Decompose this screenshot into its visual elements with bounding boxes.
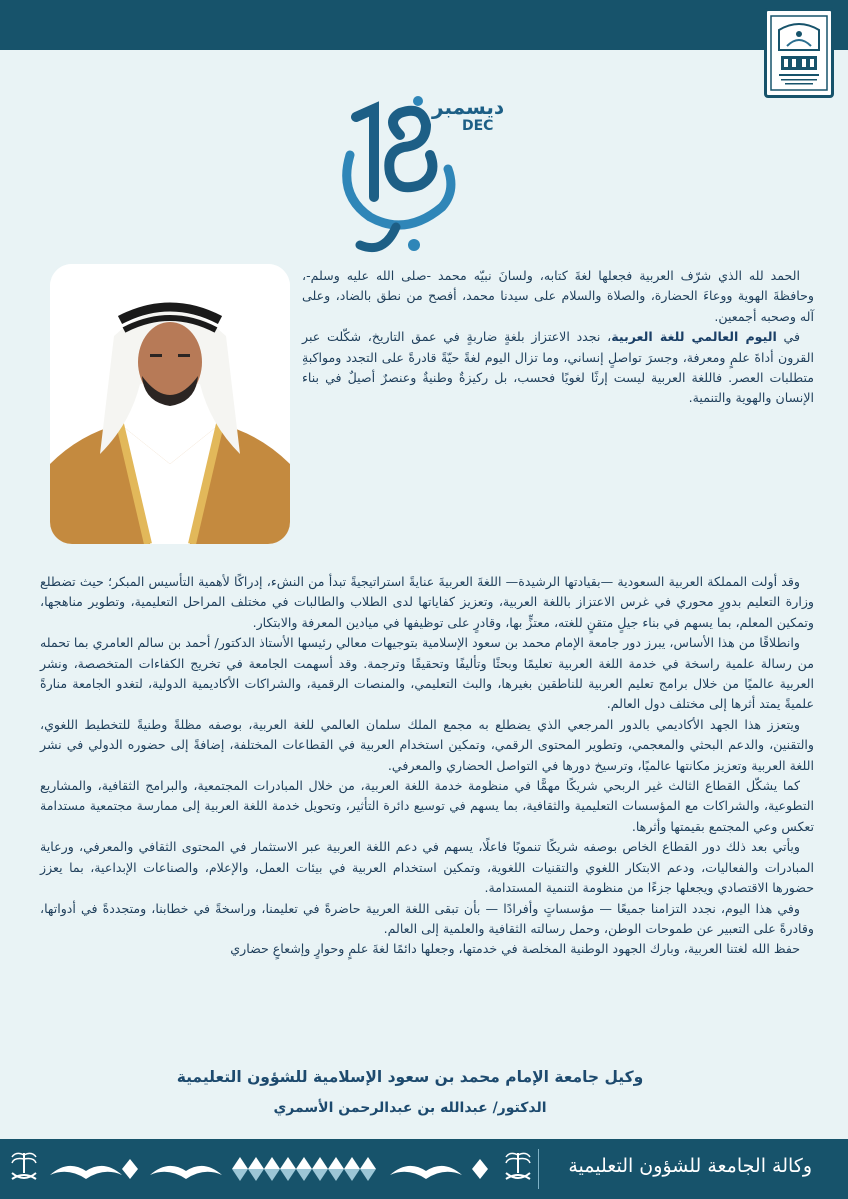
signature-block [40,1068,780,1116]
intro-paragraph-2-prefix: في [776,329,801,345]
footer-ornament-pattern [0,1139,560,1199]
body-paragraph-9: حفظ الله لغتنا العربية، وبارك الجهود الوطنية المخلصة في خدمتها، وجعلها دائمًا لغةَ علمٍ وحوارٍ وإشعاعٍ حضاري [230,941,800,957]
footer-agency-title: وكالة الجامعة للشؤون التعليمية [568,1155,812,1177]
intro-paragraph-2 [302,327,814,409]
signatory-title: وكيل جامعة الإمام محمد بن سعود الإسلامية للشؤون التعليمية [176,1068,644,1086]
body-paragraph-3: وقد أولت المملكة العربية السعودية —بقيادتها الرشيدة— اللغةَ العربيةَ عنايةً استراتيجيةً تبدأ من النشء، إدراكًا لأهمية التأسيس المبكر؛ حيث تضطلع وزارة التعليم بدورٍ محوري في غرس الاعتزاز باللغة العربية، وتعزيز كفاياتها لدى الطلاب والطالبات في مختلف المراحل التعليمية، وتطوير مناهجها، وتمكين المعلم، بما يسهم في بناء جيلٍ متقنٍ للغته، معتزٍّ بها، وقادرٍ على توظيفها في ميادين المعرفة والابتكار. [40,574,814,630]
university-logo [764,8,834,98]
person-portrait-icon [50,264,290,544]
chevron-pattern-icon [232,1157,376,1181]
intro-paragraph-2-rest: ، نجدد الاعتزاز بلغةٍ ضاربةٍ في عمق التاريخ، شكّلت عبر القرون أداةَ علمٍ ومعرفة، وجسرَ تواصلٍ إنساني، وما تزال اليوم لغةً حيّةً قادرةً على التجدد ومواكبةِ متطلبات العصر. فاللغة العربية ليست إرثًا لغويًا فحسب، بل ركيزةٌ وطنيةٌ وعنصرٌ أصيلٌ في بناء الإنسان والهوية والتنمية. [302,329,814,406]
intro-section [302,266,814,409]
intro-paragraph-1: الحمد لله الذي شرّف العربية فجعلها لغةَ كتابه، ولسانَ نبيّه محمد -صلى الله عليه وسلم-، وحافظةَ الهوية ووعاءَ الحضارة، والصلاة والسلام على سيدنا محمد، أفصح من نطق بالضاد، وعلى آله وصحبه أجمعين. [302,268,814,324]
article-body [40,572,814,960]
palm-swords-icon-left [12,1153,36,1179]
official-portrait [50,264,290,544]
month-arabic: ديسمبر [432,95,505,119]
body-paragraph-4: وانطلاقًا من هذا الأساس، يبرز دور جامعة الإمام محمد بن سعود الإسلامية بتوجيهات معالي رئيسها الأستاذ الدكتور/ أحمد بن سالم العامري بما تحمله من رسالة علمية راسخة في خدمة اللغة العربية تعليمًا وبحثًا وتأليفًا وتحقيقًا وترجمة. وقد أسهمت الجامعة في تخريج الكفاءات المتخصصة، ونشر العربية عالميًا من خلال برامج تعليم العربية للناطقين بغيرها، والبث التعليمي، والمنصات الرقمية، والشراكات الأكاديمية الدولية، لتغدو الجامعة منارةً علميةً يمتد أثرها إلى مختلف دول العالم. [40,635,814,712]
body-paragraph-7: ويأتي بعد ذلك دور القطاع الخاص بوصفه شريكًا تنمويًا فاعلًا، يسهم في دعم اللغة العربية عبر الاستثمار في المحتوى الثقافي والمعرفي، ورعاية المبادرات والفعاليات، ودعم الابتكار اللغوي والتقنيات اللغوية، وتمكين استخدام العربية في بيئات العمل، والإعلام، والصناعات الإبداعية، بما يعزز حضورها الاقتصادي ويجعلها جزءًا من منظومة التنمية المستدامة. [40,839,814,896]
open-book-icon-2 [150,1166,222,1179]
palm-swords-icon-right [506,1153,530,1179]
top-header-bar [0,0,848,50]
university-emblem-icon [769,14,829,92]
dhad-calligraphy-icon [330,95,470,255]
world-arabic-day-highlight: اليوم العالمي للغة العربية [611,329,777,345]
footer-bar [0,1139,848,1199]
body-paragraph-6: كما يشكّل القطاع الثالث غير الربحي شريكًا مهمًّا في منظومة خدمة اللغة العربية، من خلال المبادرات المجتمعية، والبرامج الثقافية، والمشاريع التطوعية، والشراكات مع المؤسسات التعليمية والثقافية، بما يسهم في توسيع دائرة التأثير، وتحويل خدمة اللغة العربية إلى ممارسة مجتمعية مستدامة تعكس وعي المجتمع بقيمتها وأثرها. [40,778,814,834]
open-book-icon-3 [390,1166,462,1179]
body-paragraph-5: ويتعزز هذا الجهد الأكاديمي بالدور المرجعي الذي يضطلع به مجمع الملك سلمان العالمي للغة العربية، بوصفه مظلةً وطنيةً للتخطيط اللغوي، والتقنين، والدعم البحثي والمعجمي، وتطوير المحتوى الرقمي، وتمكين استخدام العربية في القطاعات المختلفة، إضافةً إلى حضوره الدولي في نشر اللغة العربية وتعزيز مكانتها عالميًا، وترسيخ دورها في التواصل الحضاري والمعرفي. [40,716,814,773]
month-english: DEC [462,118,494,134]
footer-divider [538,1149,539,1189]
dhad-day-mark [330,95,470,255]
open-book-icon-1 [50,1166,122,1179]
signatory-name: الدكتور/ عبدالله بن عبدالرحمن الأسمري [273,1100,547,1116]
body-paragraph-8: وفي هذا اليوم، نجدد التزامنا جميعًا — مؤسساتٍ وأفرادًا — بأن تبقى اللغة العربية حاضرةً في تعليمنا، وراسخةً في خطابنا، ومتجددةً في أدواتها، وقادرةً على التعبير عن طموحات الوطن، وحمل رسالته الثقافية والعلمية إلى العالم. [40,900,814,936]
